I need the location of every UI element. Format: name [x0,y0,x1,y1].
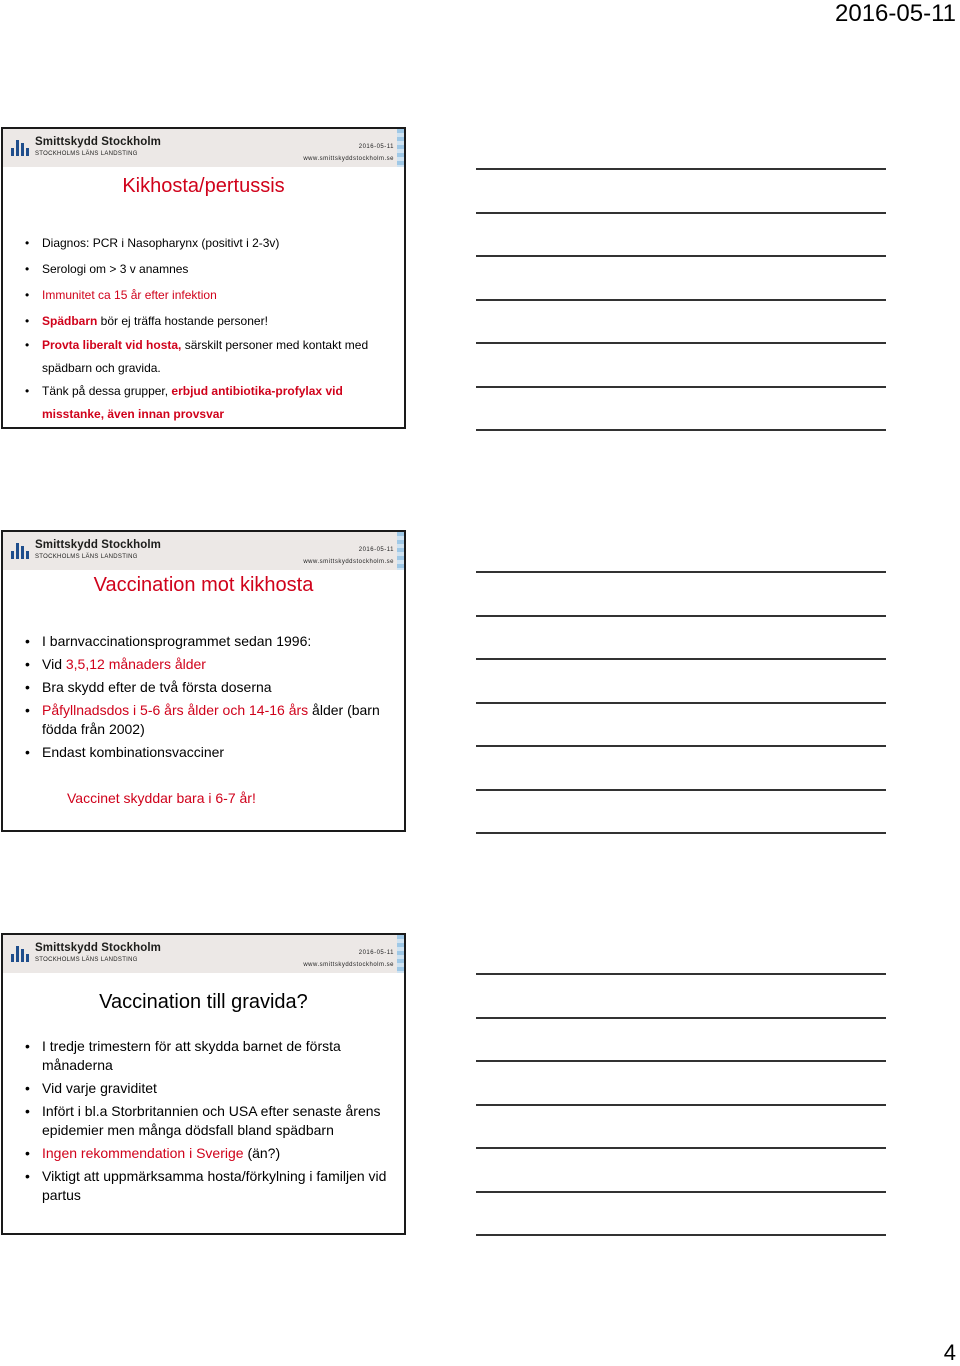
page-date: 2016-05-11 [835,0,956,27]
note-line [476,702,886,704]
notes-lines-2 [476,571,886,876]
slide-vaccination-kikhosta [1,530,406,832]
slide-title: Vaccination mot kikhosta [93,574,314,596]
list-item: • Vid varje graviditet [25,1079,396,1098]
list-item: • Spädbarn bör ej träffa hostande personer! [25,308,396,334]
note-line [476,832,886,834]
logo-name: Smittskydd Stockholm [35,942,161,955]
note-line [476,1147,886,1149]
list-item: • Bra skydd efter de två första doserna [25,678,396,697]
note-line [476,299,886,301]
list-item: • Endast kombinationsvacciner [25,743,396,762]
list-item: • Immunitet ca 15 år efter infektion [25,282,396,308]
slide-header [3,935,404,973]
header-date: 2016-05-11 [358,950,394,956]
list-item: • Tänk på dessa grupper, erbjud antibiotika-profylax vid misstanke, även innan provsvar [25,380,396,426]
slide-kikhosta [1,127,406,429]
note-line [476,1191,886,1193]
logo-subtitle: STOCKHOLMS LÄNS LANDSTING [35,150,138,157]
notes-lines-1 [476,168,886,473]
slide-vaccination-gravida [1,933,406,1235]
notes-lines-3 [476,973,886,1278]
note-line [476,745,886,747]
logo [11,137,161,157]
slide-header [3,129,404,167]
note-line [476,429,886,431]
logo-name: Smittskydd Stockholm [35,539,161,552]
note-line [476,1017,886,1019]
bullet-list [25,1037,396,1209]
header-date: 2016-05-11 [358,144,394,150]
note-line [476,212,886,214]
note-line [476,1104,886,1106]
header-url: www.smittskyddstockholm.se [303,156,394,162]
header-url: www.smittskyddstockholm.se [303,962,394,968]
slide-title: Vaccination till gravida? [99,991,308,1013]
note-line [476,615,886,617]
header-date: 2016-05-11 [358,547,394,553]
note-line [476,168,886,170]
note-line [476,658,886,660]
list-item: • Vid 3,5,12 månaders ålder [25,655,396,674]
slide-tagline: Vaccinet skyddar bara i 6-7 år! [67,790,256,806]
list-item: • I tredje trimestern för att skydda barnet de första månaderna [25,1037,396,1075]
logo-icon [11,943,31,963]
logo-subtitle: STOCKHOLMS LÄNS LANDSTING [35,553,138,560]
logo [11,943,161,963]
logo [11,540,161,560]
note-line [476,571,886,573]
list-item: • Provta liberalt vid hosta, särskilt personer med kontakt med spädbarn och gravida. [25,334,396,380]
note-line [476,789,886,791]
slide-header [3,532,404,570]
list-item: • Ingen rekommendation i Sverige (än?) [25,1144,396,1163]
logo-icon [11,540,31,560]
list-item: • Infört i bl.a Storbritannien och USA efter senaste årens epidemier men många dödsfall bland spädbarn [25,1102,396,1140]
note-line [476,386,886,388]
bullet-list [25,230,396,426]
slide-title: Kikhosta/pertussis [122,175,285,197]
note-line [476,342,886,344]
note-line [476,973,886,975]
list-item: • Påfyllnadsdos i 5-6 års ålder och 14-16 års ålder (barn födda från 2002) [25,701,396,739]
list-item: • Viktigt att uppmärksamma hosta/förkylning i familjen vid partus [25,1167,396,1205]
logo-name: Smittskydd Stockholm [35,136,161,149]
note-line [476,1060,886,1062]
list-item: • Serologi om > 3 v anamnes [25,256,396,282]
list-item: • Diagnos: PCR i Nasopharynx (positivt i 2-3v) [25,230,396,256]
note-line [476,255,886,257]
note-line [476,1234,886,1236]
logo-icon [11,137,31,157]
header-url: www.smittskyddstockholm.se [303,559,394,565]
logo-subtitle: STOCKHOLMS LÄNS LANDSTING [35,956,138,963]
bullet-list [25,632,396,766]
page-number: 4 [943,1340,956,1365]
list-item: • I barnvaccinationsprogrammet sedan 1996: [25,632,396,651]
